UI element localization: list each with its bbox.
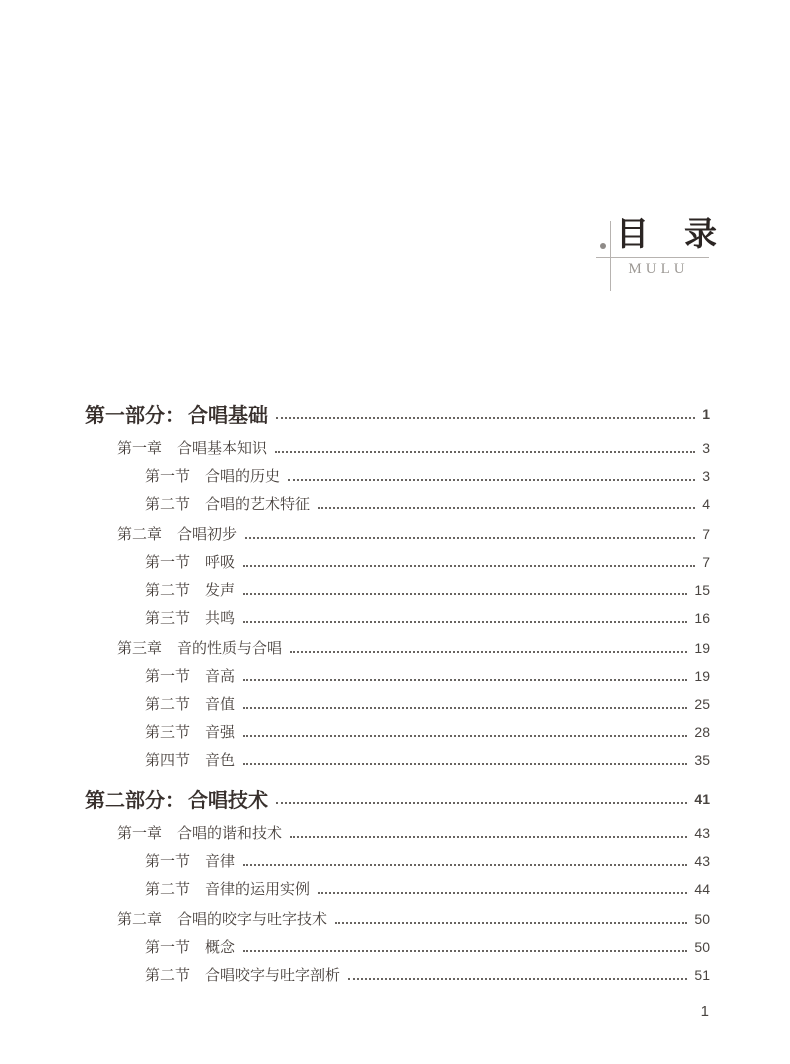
entry-label: 第一节 [145, 553, 191, 571]
toc-entry-section [0, 689, 710, 717]
toc-list [0, 398, 710, 988]
entry-label: 第二节 [145, 880, 191, 898]
entry-page-number: 19 [694, 668, 710, 684]
toc-entry-part [0, 398, 710, 428]
dot-leader [243, 593, 687, 595]
page-footer [701, 1003, 709, 1020]
entry-page-number: 4 [702, 496, 710, 512]
toc-entry-part [0, 783, 710, 813]
entry-title: 合唱的咬字与吐字技术 [177, 910, 328, 928]
entry-page-number: 15 [694, 582, 710, 598]
entry-page-number: 7 [702, 526, 710, 542]
entry-label: 第三节 [145, 609, 191, 627]
page-title: 目 录 [616, 215, 718, 252]
dot-leader [288, 479, 695, 481]
toc-entry-section [0, 846, 710, 874]
entry-title: 音强 [205, 723, 236, 741]
entry-title: 合唱技术 [188, 789, 268, 812]
entry-label: 第一节 [145, 467, 191, 485]
dot-leader [276, 802, 687, 804]
entry-page-number: 3 [702, 468, 710, 484]
dot-leader [276, 417, 695, 419]
entry-label: 第一章 [117, 824, 163, 842]
toc-entry-section [0, 661, 710, 689]
entry-title: 音色 [205, 751, 236, 769]
page-subtitle: MULU [628, 261, 689, 277]
toc-entry-chapter [0, 433, 710, 461]
entry-label: 第二节 [145, 495, 191, 513]
entry-title: 音律的运用实例 [205, 880, 311, 898]
entry-page-number: 3 [702, 440, 710, 456]
entry-page-number: 41 [694, 791, 710, 807]
page-number: 1 [700, 1003, 709, 1020]
entry-label: 第三章 [117, 639, 163, 657]
decorative-dot-icon [600, 243, 606, 249]
entry-label: 第一节 [145, 667, 191, 685]
entry-label: 第二章 [117, 910, 163, 928]
toc-entry-chapter [0, 633, 710, 661]
toc-entry-chapter [0, 818, 710, 846]
toc-entry-section [0, 461, 710, 489]
entry-page-number: 50 [694, 911, 710, 927]
dot-leader [243, 679, 687, 681]
entry-title: 音高 [205, 667, 236, 685]
decorative-vertical-rule [610, 221, 611, 291]
dot-leader [243, 763, 687, 765]
entry-title: 合唱的谐和技术 [177, 824, 283, 842]
entry-label: 第二章 [117, 525, 163, 543]
dot-leader [290, 651, 687, 653]
entry-label: 第四节 [145, 751, 191, 769]
dot-leader [243, 565, 695, 567]
dot-leader [243, 864, 687, 866]
entry-label: 第一部分： [85, 404, 185, 427]
dot-leader [243, 707, 687, 709]
entry-label: 第一章 [117, 439, 163, 457]
dot-leader [335, 922, 687, 924]
toc-entry-section [0, 960, 710, 988]
toc-entry-chapter [0, 904, 710, 932]
entry-label: 第二节 [145, 966, 191, 984]
entry-page-number: 28 [694, 724, 710, 740]
entry-page-number: 1 [702, 406, 710, 422]
entry-page-number: 35 [694, 752, 710, 768]
toc-entry-section [0, 932, 710, 960]
dot-leader [245, 537, 695, 539]
toc-entry-chapter [0, 519, 710, 547]
dot-leader [243, 735, 687, 737]
entry-title: 合唱咬字与吐字剖析 [205, 966, 341, 984]
entry-title: 音值 [205, 695, 236, 713]
dot-leader [318, 892, 687, 894]
entry-page-number: 44 [694, 881, 710, 897]
entry-title: 合唱的历史 [205, 467, 281, 485]
entry-page-number: 16 [694, 610, 710, 626]
dot-leader [348, 978, 687, 980]
toc-entry-section [0, 874, 710, 902]
dot-leader [275, 451, 695, 453]
toc-header [0, 0, 790, 300]
dot-leader [243, 950, 687, 952]
entry-page-number: 25 [694, 696, 710, 712]
entry-title: 合唱基本知识 [177, 439, 268, 457]
dot-leader [318, 507, 695, 509]
entry-title: 合唱初步 [177, 525, 238, 543]
entry-page-number: 51 [694, 967, 710, 983]
entry-page-number: 43 [694, 825, 710, 841]
entry-title: 合唱的艺术特征 [205, 495, 311, 513]
dot-leader [290, 836, 687, 838]
entry-title: 概念 [205, 938, 236, 956]
entry-label: 第一节 [145, 938, 191, 956]
entry-page-number: 43 [694, 853, 710, 869]
decorative-horizontal-rule [596, 257, 709, 258]
entry-label: 第二节 [145, 695, 191, 713]
entry-label: 第三节 [145, 723, 191, 741]
toc-entry-section [0, 603, 710, 631]
entry-label: 第二部分： [85, 789, 185, 812]
entry-page-number: 7 [702, 554, 710, 570]
dot-leader [243, 621, 687, 623]
toc-entry-section [0, 547, 710, 575]
entry-page-number: 50 [694, 939, 710, 955]
entry-title: 共鸣 [205, 609, 236, 627]
entry-title: 音律 [205, 852, 236, 870]
entry-title: 音的性质与合唱 [177, 639, 283, 657]
entry-title: 发声 [205, 581, 236, 599]
entry-title: 呼吸 [205, 553, 236, 571]
toc-entry-section [0, 575, 710, 603]
toc-entry-section [0, 745, 710, 773]
entry-title: 合唱基础 [188, 404, 268, 427]
entry-page-number: 19 [694, 640, 710, 656]
entry-label: 第一节 [145, 852, 191, 870]
toc-entry-section [0, 489, 710, 517]
toc-entry-section [0, 717, 710, 745]
entry-label: 第二节 [145, 581, 191, 599]
